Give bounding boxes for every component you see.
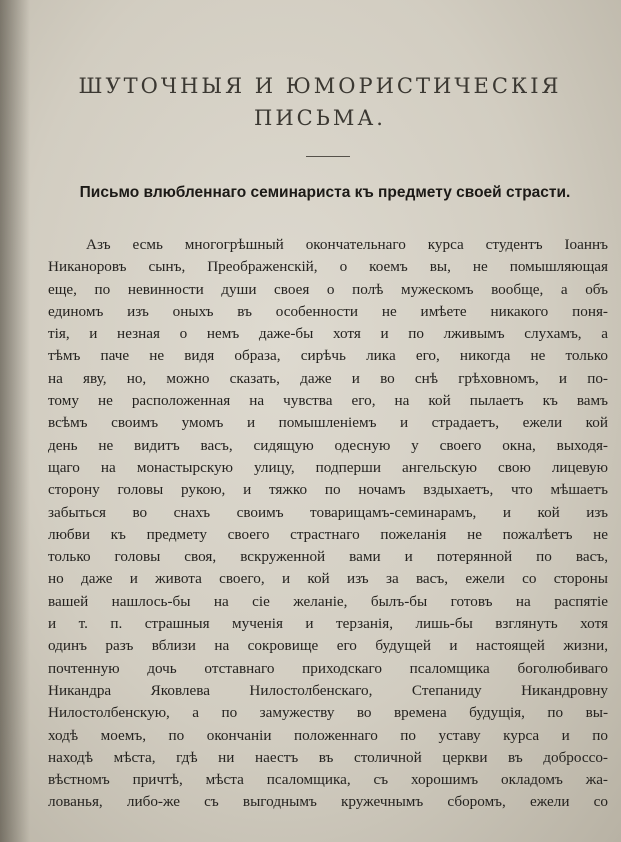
page-edge-shadow: [0, 0, 30, 842]
text-line: день не видитъ васъ, сидящую одесную у своего окна, выходя-: [48, 436, 608, 454]
text-line: сторону головы рукою, и тяжко по ночамъ вздыхаетъ, что мѣшаетъ: [48, 481, 608, 499]
text-line: находѣ мѣста, гдѣ ни наестъ въ столичной церкви въ доброссо-: [48, 748, 608, 766]
text-line: лованья, либо-же съ выгоднымъ кружечнымъ сборомъ, ежели со: [48, 793, 608, 811]
text-line: щаго на монастырскую улицу, подперши ангельскую свою лицевую: [48, 458, 608, 476]
text-line: забыться во снахъ своимъ товарищамъ-семинарамъ, и кой изъ: [48, 503, 608, 521]
text-line: любви къ предмету своего страстнаго пожеланія не пожалѣетъ не: [48, 525, 608, 543]
section-heading-line-1: ШУТОЧНЫЯ И ЮМОРИСТИЧЕСКІЯ: [78, 74, 562, 98]
text-line: тѣмъ паче не видя образа, сирѣчь лика его, никогда не только: [48, 347, 608, 365]
heading-divider: [306, 156, 350, 157]
section-heading-line-2: ПИСЬМА.: [254, 106, 386, 130]
text-line: но даже и живота своего, и кой изъ за васъ, ежели со стороны: [48, 570, 608, 588]
letter-body: [48, 234, 608, 814]
text-line: одинъ разъ вблизи на сокровище его будущей и настоящей жизни,: [48, 637, 608, 655]
text-line: тія, и незная о немъ даже-бы хотя и по лживымъ слухамъ, а: [48, 325, 608, 343]
text-line: только головы своя, вскруженной вами и потерянной по васъ,: [48, 548, 608, 566]
text-line: тому не расположенная на чувства его, на кой пылаетъ къ вамъ: [48, 392, 608, 410]
text-line: ходѣ моемъ, по окончаніи положеннаго по уставу курса и по: [48, 726, 608, 744]
text-line: Никандра Яковлева Нилостолбенскаго, Степаниду Никандровну: [48, 681, 608, 699]
text-line: вѣстномъ причтѣ, мѣста псаломщика, съ хорошимъ окладомъ жа-: [48, 771, 608, 789]
letter-title: Письмо влюбленнаго семинариста къ предмету своей страсти.: [79, 184, 571, 201]
text-line: еще, по невинности души своея о полѣ мужескомъ вообще, а объ: [48, 280, 608, 298]
text-line: почтенную дочь отставнаго приходскаго псаломщика боголюбиваго: [48, 659, 608, 677]
text-line: Азъ есмь многогрѣшный окончательнаго курса студентъ Іоаннъ: [86, 236, 608, 253]
text-line: вашей нашлось-бы на сіе желаніе, былъ-бы готовъ на распятіе: [48, 592, 608, 610]
text-line: на яву, но, можно сказать, даже и во снѣ грѣховномъ, и по-: [48, 369, 608, 387]
text-line: единомъ изъ оныхъ въ особенности не имѣете никакого поня-: [48, 302, 608, 320]
text-line: и т. п. страшныя мученія и терзанія, лишь-бы взглянуть хотя: [48, 615, 608, 633]
text-line: всѣмъ своимъ умомъ и помышленіемъ и страдаетъ, ежели кой: [48, 414, 608, 432]
text-line: Никаноровъ сынъ, Преображенскій, о коемъ вы, не помышляющая: [48, 258, 608, 276]
text-line: Нилостолбенскую, а по замужеству во времена будущія, по вы-: [48, 704, 608, 722]
